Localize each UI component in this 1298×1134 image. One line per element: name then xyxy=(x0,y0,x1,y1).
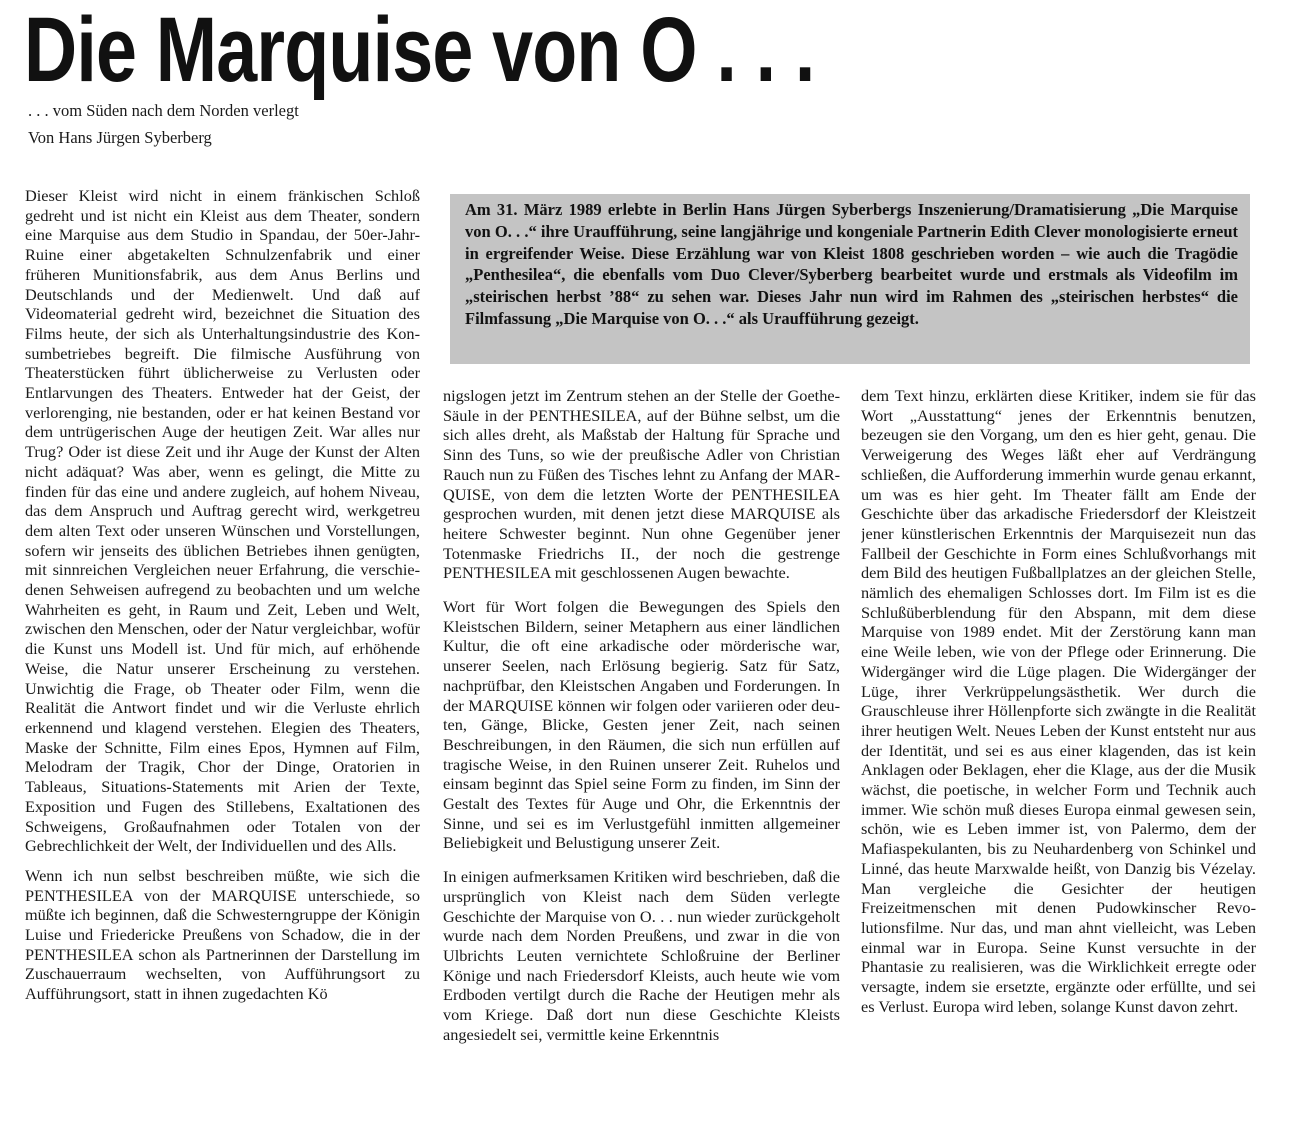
column-3 xyxy=(861,386,1256,1131)
article-byline: Von Hans Jürgen Syberberg xyxy=(28,128,212,147)
paragraph: Wenn ich nun selbst beschreiben müßte, wie sich die PENTHESILEA von der MARQUISE unterschiede, so müßte ich beginnen, daß die Schwesterngruppe der Königin Luise und Friedericke Preußens von Schadow, die in der PENTHESILEA schon als Partnerinnen der Darstellung im Zuschauerraum wechselten, von Aufführungsort zu Aufführungsort, statt in ihnen zugedachten Kö xyxy=(25,865,420,1004)
paragraph: Dieser Kleist wird nicht in einem fränkischen Schloß gedreht und ist nicht ein Kleist aus dem Theater, sondern eine Marquise aus dem Studio in Spandau, der 50er-Jahr-Ruine einer abgetakelten Schnulzenfabrik und einer früheren Munitionsfabrik, aus dem Anus Berlins und Deutschlands und der Medienwelt. Und daß auf Videomaterial gedreht wird, bezeichnet die Situation des Films heute, der sich als Unterhaltungsindustrie des Konsumbetriebes begreift. Die filmische Ausführung von Theaterstücken führt üblicherweise zu Verlusten oder Entlarvungen des Theaters. Entweder hat der Geist, der verlorenging, nie bestanden, oder er hat keinen Bestand vor dem untrügerischen Auge der heutigen Zeit. War alles nur Trug? Oder ist diese Zeit und ihr Auge der Kunst der Alten nicht adäquat? Was aber, wenn es gelingt, die Mitte zu finden für das eine und andere zugleich, auf hohem Niveau, das dem Anspruch und Auftrag gerecht wird, werkgetreu dem alten Text oder unseren Wünschen und Vorstellungen, sofern wir jenseits des üblichen Betriebes ihnen genügten, mit sinnreichen Vergleichen neuer Erfahrung, die verschiedenen Sehweisen aufregend zu beobachten und um welche Wahrheiten es geht, in Raum und Zeit, Leben und Welt, zwischen den Menschen, oder der Natur vergleichbar, wofür die Kunst uns Modell ist. Und für mich, auf erhöhende Weise, die Natur unserer Erscheinung zu verstehen. Unwichtig die Frage, ob Theater oder Film, wenn die Realität die Antwort findet und wir die Verluste ehrlich erkennend und klagend verstehen. Elegien des Theaters, Maske der Schnitte, Film eines Epos, Hymnen auf Film, Melodram der Tragik, Chor der Dinge, Oratorien in Tableaus, Situations-Statements mit Arien der Texte, Exposition und Fugen des Stillebens, Exaltationen des Schweigens, Großaufnahmen oder Totalen von der Gebrechlichkeit der Welt, der Individuellen und des Alls. xyxy=(25,186,420,856)
paragraph: dem Text hinzu, erklärten diese Kritiker, indem sie für das Wort „Ausstattung“ jenes der Erkenntnis benutzen, bezeugen sie den Vorgang, um den es hier geht, genau. Die Verweigerung des Weges läßt eher auf Verdrängung schließen, die Aufforderung immerhin wurde genau erkannt, um was es hier geht. Im Theater fällt am Ende der Geschichte über das arkadische Friedersdorf der Kleistzeit jener künstlerischen Erkenntnis der Marquisezeit nun das Fallbeil der Geschichte in Form eines Schlußvorhangs mit dem Bild des heutigen Fußballplatzes an der gleichen Stelle, nämlich des ehemaligen Schlosses dort. Im Film ist es die Schlußüberblendung für den Abspann, mit dem diese Marquise von 1989 endet. Mit der Zerstörung kann man eine Weile leben, wie von der Pflege oder Erinnerung. Die Widergänger wird die Lüge plagen. Die Widergänger der Lüge, ihrer Verkrüppelungsästhetik. Wer durch die Grauschleuse ihrer Höllenpforte sich zwängte in die Realität ihrer heutigen Welt. Neues Leben der Kunst entsteht nur aus der Identität, und sei es aus einer klagenden, das ist kein Anklagen oder Beklagen, eher die Klage, aus der die Musik wächst, die poetische, in welcher Form und Technik auch immer. Wie schön muß dieses Europa einmal gewesen sein, schön, wie es Leben immer ist, von Palermo, dem der Mafiaspekulanten, bis zu Neuhardenberg von Schinkel und Linné, das heute Marxwalde heißt, von Danzig bis Vézelay. Man vergleiche die Gesichter der heutigen Freizeitmenschen mit denen Pudowkinscher Revolutionsfilme. Nur das, und man ahnt vielleicht, was Leben einmal war in Europa. Seine Kunst versuchte in der Phantasie zu realisieren, was die Wirklichkeit erregte oder versagte, indem sie ersetzte, ergänzte oder erfüllte, und sei es Verlust. Europa wird leben, solange Kunst davon zehrt. xyxy=(861,386,1256,1016)
intro-box xyxy=(450,194,1250,364)
intro-text: Am 31. März 1989 erlebte in Berlin Hans Jürgen Syberbergs Inszenierung/Dramatisierung „Die Marquise von O. . .“ ihre Uraufführung, seine langjährige und kongeniale Partnerin Edith Clever monologisierte erneut in ergreifender Weise. Diese Erzählung war von Kleist 1808 geschrieben worden – wie auch die Tragödie „Penthesilea“, die ebenfalls vom Duo Clever/Syberberg bearbeitet wurde und erstmals als Videofilm im „steirischen herbst ’88“ zu sehen war. Dieses Jahr nun wird im Rahmen des „steirischen herbstes“ die Filmfassung „Die Marquise von O. . .“ als Uraufführung gezeigt. xyxy=(465,200,1238,328)
article-subtitle: . . . vom Süden nach dem Norden verlegt xyxy=(28,101,299,120)
paragraph: nigslogen jetzt im Zentrum stehen an der Stelle der Goethe-Säule in der PENTHESILEA, auf der Bühne selbst, um die sich alles dreht, als Maßstab der Haltung für Sprache und Sinn des Tuns, so wie der preußische Adler von Christian Rauch nun zu Füßen des Tisches lehnt zu Anfang der MARQUISE, von dem die letzten Worte der PENTHESILEA gesprochen wurden, mit denen jetzt diese MARQUISE als heitere Schwester beginnt. Nun ohne Gegenüber jener Totenmaske Friedrichs II., der noch die gestrenge PENTHESILEA mit geschlossenen Augen bewachte. xyxy=(443,386,840,583)
article-title: Die Marquise von O . . . xyxy=(24,0,815,101)
paragraph: In einigen aufmerksamen Kritiken wird beschrieben, daß die ursprünglich von Kleist nach dem Süden verlegte Geschichte der Marquise von O. . . nun wieder zurückgeholt wurde nach dem Norden Preußens, und zwar in die von Ulbrichts Leuten vernichtete Schloßruine der Berliner Könige und nach Friedersdorf Kleists, auch heute wie vom Erdboden vertilgt durch die Rache der Heutigen mehr als vom Kriege. Daß dort nun diese Geschichte Kleists angesiedelt sei, vermittle keine Erkenntnis xyxy=(443,867,840,1044)
paragraph: Wort für Wort folgen die Bewegungen des Spiels den Kleistschen Bildern, seiner Metaphern aus einer ländlichen Kultur, die oft eine arkadische oder mörderische war, unserer Seelen, nach Erlösung begierig. Satz für Satz, nachprüfbar, den Kleistschen Angaben und Forderungen. In der MARQUISE können wir folgen oder variieren oder deuten, Gänge, Blicke, Gesten jener Zeit, nach seinen Beschreibungen, in den Räumen, die sich nun erfüllen auf tragische Weise, in den Ruinen unserer Zeit. Ruhelos und einsam beginnt das Spiel seine Form zu finden, im Sinn der Gestalt des Textes für Auge und Ohr, die Erkenntnis der Sinne, und sei es im Verlustgefühl inmitten allgemeiner Beliebigkeit und Belustigung unserer Zeit. xyxy=(443,597,840,853)
column-2 xyxy=(443,386,840,1131)
column-1 xyxy=(25,186,420,1131)
